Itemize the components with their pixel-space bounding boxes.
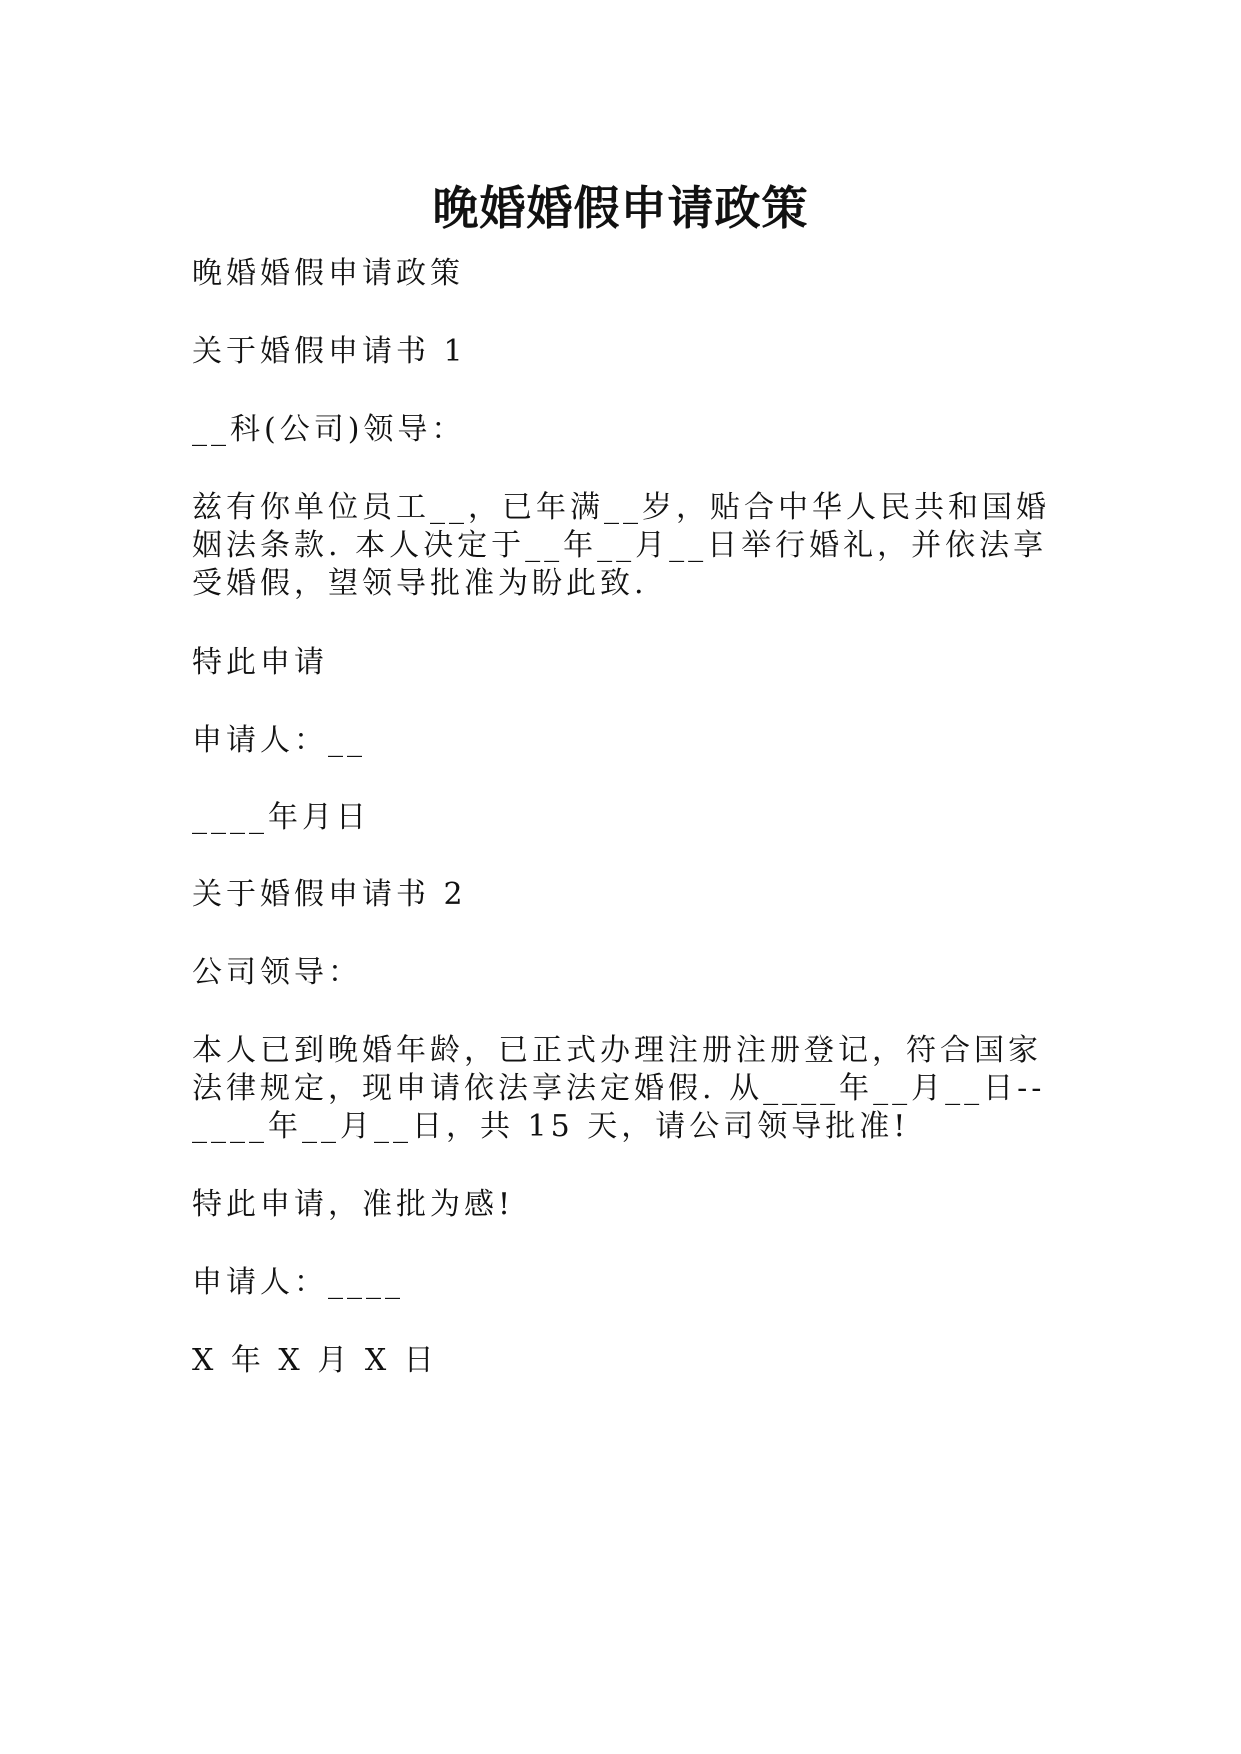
document-subtitle: 晚婚婚假申请政策 — [192, 256, 464, 291]
letter2-paragraph-line: 法律规定，现申请依法享法定婚假. 从____年__月__日-- — [192, 1071, 1046, 1106]
letter1-salutation: __科(公司)领导： — [192, 412, 466, 447]
letter1-applicant: 申请人：__ — [192, 723, 366, 758]
letter2-date: X 年 X 月 X 日 — [192, 1343, 438, 1378]
letter1-date: ____年月日 — [192, 800, 370, 835]
letter1-paragraph-line: 兹有你单位员工__，已年满__岁，贴合中华人民共和国婚 — [192, 490, 1050, 525]
letter1-closing: 特此申请 — [192, 645, 328, 680]
letter1-paragraph-line: 姻法条款. 本人决定于__年__月__日举行婚礼，并依法享 — [192, 528, 1048, 563]
letter1-heading: 关于婚假申请书 1 — [192, 334, 467, 369]
letter2-paragraph-line: 本人已到晚婚年龄，已正式办理注册注册登记，符合国家 — [192, 1033, 1042, 1068]
letter2-applicant: 申请人：____ — [192, 1265, 404, 1300]
letter2-heading: 关于婚假申请书 2 — [192, 877, 467, 912]
letter2-paragraph-line: ____年__月__日，共 15 天，请公司领导批准! — [192, 1109, 910, 1144]
letter2-closing: 特此申请，准批为感! — [192, 1187, 515, 1222]
page-title: 晚婚婚假申请政策 — [432, 181, 809, 235]
letter1-paragraph-line: 受婚假，望领导批准为盼此致. — [192, 566, 648, 601]
letter2-salutation: 公司领导： — [192, 955, 362, 990]
